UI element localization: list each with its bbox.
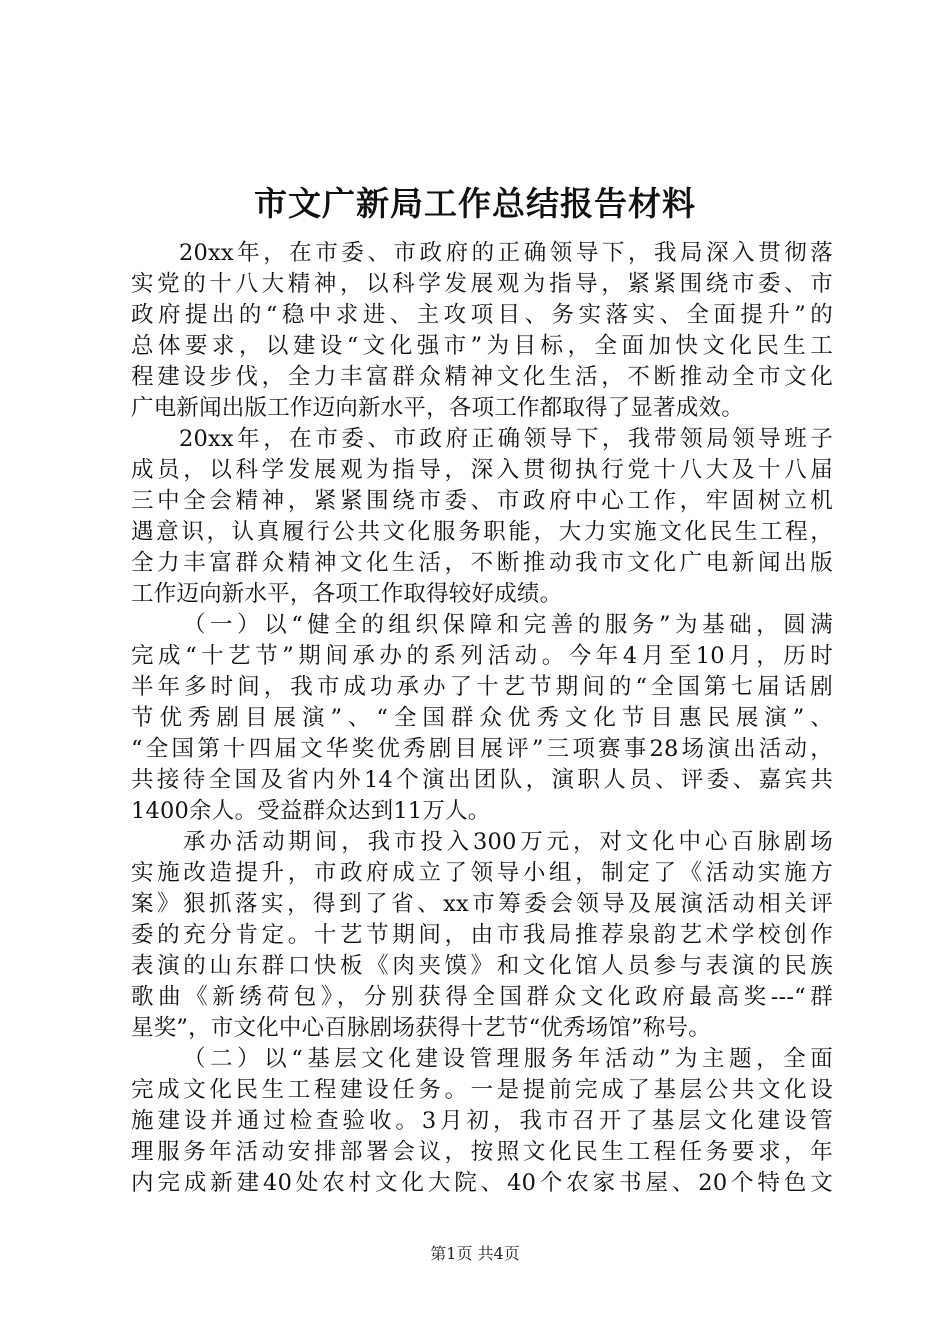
text-line: “全国第十四届文华奖优秀剧目展评”三项赛事28场演出活动，: [131, 736, 833, 762]
text-line: 成员，以科学发展观为指导，深入贯彻执行党十八大及十八届: [131, 457, 833, 483]
text-line: 表演的山东群口快板《肉夹馍》和文化馆人员参与表演的民族: [131, 953, 833, 979]
page-title: 市文广新局工作总结报告材料: [254, 184, 696, 223]
text-line: 总体要求，以建设“文化强市”为目标，全面加快文化民生工: [131, 333, 833, 359]
text-line: 政府提出的“稳中求进、主攻项目、务实落实、全面提升”的: [131, 302, 833, 328]
text-line: 三中全会精神，紧紧围绕市委、市政府中心工作，牢固树立机: [131, 488, 833, 514]
text-line: 1400余人。受益群众达到11万人。: [131, 798, 491, 824]
text-line: 歌曲《新绣荷包》，分别获得全国群众文化政府最高奖---“群: [131, 984, 833, 1010]
text-line: 程建设步伐，全力丰富群众精神文化生活，不断推动全市文化: [131, 364, 833, 390]
text-line: 案》狠抓落实，得到了省、xx市筹委会领导及展演活动相关评: [131, 891, 833, 917]
text-line: 工作迈向新水平，各项工作取得较好成绩。: [131, 581, 563, 607]
text-line: 委的充分肯定。十艺节期间，由市我局推荐泉韵艺术学校创作: [131, 922, 833, 948]
text-line: 实党的十八大精神，以科学发展观为指导，紧紧围绕市委、市: [131, 271, 833, 297]
text-line: 半年多时间，我市成功承办了十艺节期间的“全国第七届话剧: [131, 674, 833, 700]
text-line: 完成文化民生工程建设任务。一是提前完成了基层公共文化设: [131, 1077, 833, 1103]
text-line: 全力丰富群众精神文化生活，不断推动我市文化广电新闻出版: [131, 550, 833, 576]
text-line: （二）以“基层文化建设管理服务年活动”为主题，全面: [183, 1046, 833, 1072]
text-line: 实施改造提升，市政府成立了领导小组，制定了《活动实施方: [131, 860, 833, 886]
text-line: 理服务年活动安排部署会议，按照文化民生工程任务要求，年: [131, 1139, 833, 1165]
text-line: 施建设并通过检查验收。3月初，我市召开了基层文化建设管: [131, 1108, 833, 1134]
text-line: 节优秀剧目展演”、“全国群众优秀文化节目惠民展演”、: [131, 705, 833, 731]
text-line: 20xx年，在市委、市政府正确领导下，我带领局领导班子: [179, 426, 833, 452]
body-text: [131, 238, 833, 1199]
text-line: 内完成新建40处农村文化大院、40个农家书屋、20个特色文: [131, 1170, 833, 1196]
text-line: 完成“十艺节”期间承办的系列活动。今年4月至10月，历时: [131, 643, 833, 669]
text-line: 广电新闻出版工作迈向新水平，各项工作都取得了显著成效。: [131, 395, 744, 421]
text-line: 承办活动期间，我市投入300万元，对文化中心百脉剧场: [183, 829, 833, 855]
page-footer: 第1页 共4页: [430, 1244, 520, 1263]
text-line: 共接待全国及省内外14个演出团队，演职人员、评委、嘉宾共: [131, 767, 833, 793]
text-line: 遇意识，认真履行公共文化服务职能，大力实施文化民生工程，: [131, 519, 833, 545]
text-line: （一）以“健全的组织保障和完善的服务”为基础，圆满: [183, 612, 833, 638]
text-line: 20xx年，在市委、市政府的正确领导下，我局深入贯彻落: [179, 240, 833, 266]
text-line: 星奖”，市文化中心百脉剧场获得十艺节“优秀场馆”称号。: [131, 1015, 711, 1041]
